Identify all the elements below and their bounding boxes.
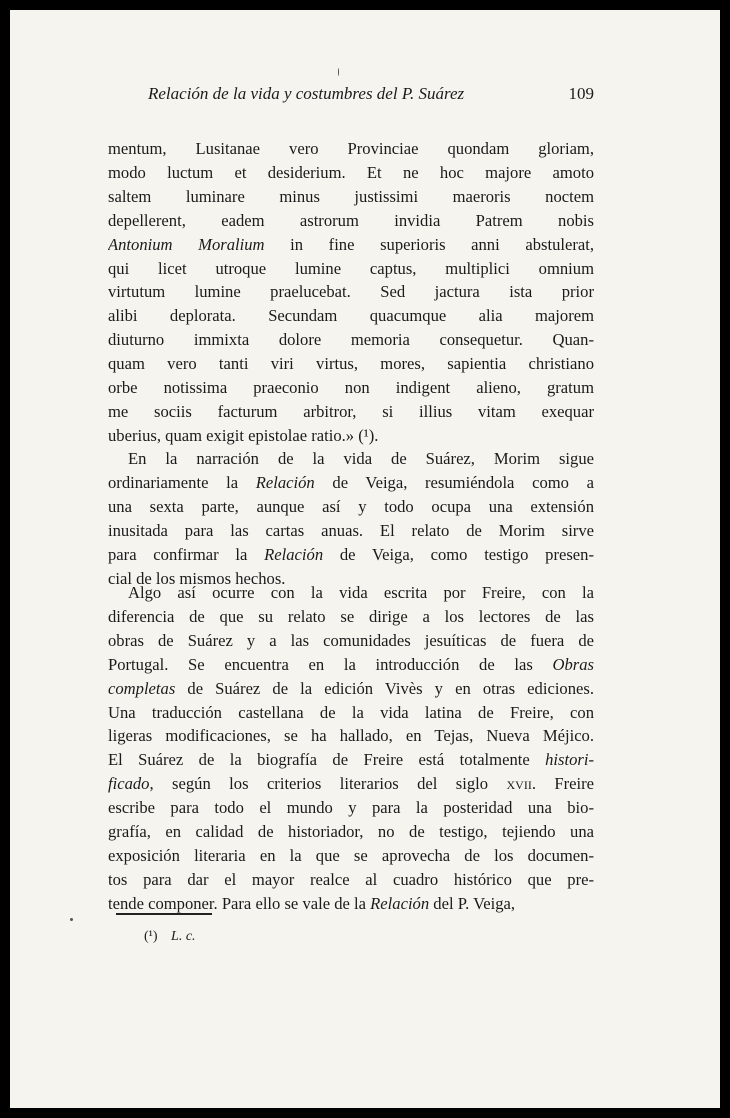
paragraph-morim [108, 447, 594, 590]
scan-speck [338, 68, 339, 76]
text-line: ordinariamente la Relación de Veiga, resumiéndola como a [108, 472, 594, 492]
footnote-rule [116, 913, 212, 915]
text-line: una sexta parte, aunque así y todo ocupa una extensión [108, 496, 594, 516]
text-line: inusitada para las cartas anuas. El relato de Morim sirve [108, 520, 594, 540]
text-line: ficado, según los criterios literarios del siglo xvii. Freire [108, 774, 594, 794]
text-line: El Suárez de la biografía de Freire está totalmente histori- [108, 750, 594, 770]
text-line: tende componer. Para ello se vale de la Relación del P. Veiga, [108, 893, 516, 913]
text-line: para confirmar la Relación de Veiga, como testigo presen- [108, 544, 594, 564]
footnote [144, 929, 196, 945]
running-head-title: Relación de la vida y costumbres del P. Suárez [148, 84, 465, 103]
footnote-text: L. c. [171, 929, 196, 944]
text-line: Algo así ocurre con la vida escrita por Freire, con la [128, 583, 594, 602]
text-line: orbe notissima praeconio non indigent alieno, gratum [108, 378, 594, 398]
text-line: quam vero tanti viri virtus, mores, sapientia christiano [108, 354, 594, 374]
text-line: exposición literaria en la que se aprovecha de los documen- [108, 845, 594, 865]
text-line: cial de los mismos hechos. [108, 568, 286, 588]
text-line: qui licet utroque lumine captus, multiplici omnium [108, 258, 594, 278]
text-line: completas de Suárez de la edición Vivès y en otras ediciones. [108, 678, 594, 698]
text-line: modo luctum et desiderium. Et ne hoc majore amoto [108, 162, 594, 182]
text-line: alibi deplorata. Secundam quacumque alia majorem [108, 306, 594, 326]
text-line: diferencia de que su relato se dirige a los lectores de las [108, 606, 594, 626]
latin-quotation [108, 137, 594, 448]
text-line: Portugal. Se encuentra en la introducción de las Obras [108, 654, 594, 674]
text-line: obras de Suárez y a las comunidades jesuíticas de fuera de [108, 630, 594, 650]
text-line: En la narración de la vida de Suárez, Morim sigue [128, 449, 594, 468]
running-head [148, 84, 594, 104]
text-line: diuturno immixta dolore memoria consequetur. Quan- [108, 330, 594, 350]
text-line: uberius, quam exigit epistolae ratio.» (¹). [108, 425, 379, 445]
text-line: tos para dar el mayor realce al cuadro histórico que pre- [108, 869, 594, 889]
scan-speck [70, 918, 73, 921]
book-page [10, 10, 720, 1108]
text-line: Antonium Moralium in fine superioris anni abstulerat, [108, 234, 594, 254]
text-line: grafía, en calidad de historiador, no de testigo, tejiendo una [108, 822, 594, 842]
text-line: depellerent, eadem astrorum invidia Patrem nobis [108, 210, 594, 230]
text-line: me sociis facturum arbitror, si illius vitam exequar [108, 401, 594, 421]
text-line: mentum, Lusitanae vero Provinciae quondam gloriam, [108, 139, 594, 158]
text-line: ligeras modificaciones, se ha hallado, en Tejas, Nueva Méjico. [108, 726, 594, 746]
text-line: Una traducción castellana de la vida latina de Freire, con [108, 702, 594, 722]
paragraph-freire [108, 581, 594, 916]
text-line: saltem luminare minus justissimi maeroris noctem [108, 186, 594, 206]
page-number: 109 [568, 84, 594, 103]
footnote-marker: (¹) [144, 929, 158, 944]
text-line: virtutum lumine praelucebat. Sed jactura ista prior [108, 282, 594, 302]
text-line: escribe para todo el mundo y para la posteridad una bio- [108, 798, 594, 818]
